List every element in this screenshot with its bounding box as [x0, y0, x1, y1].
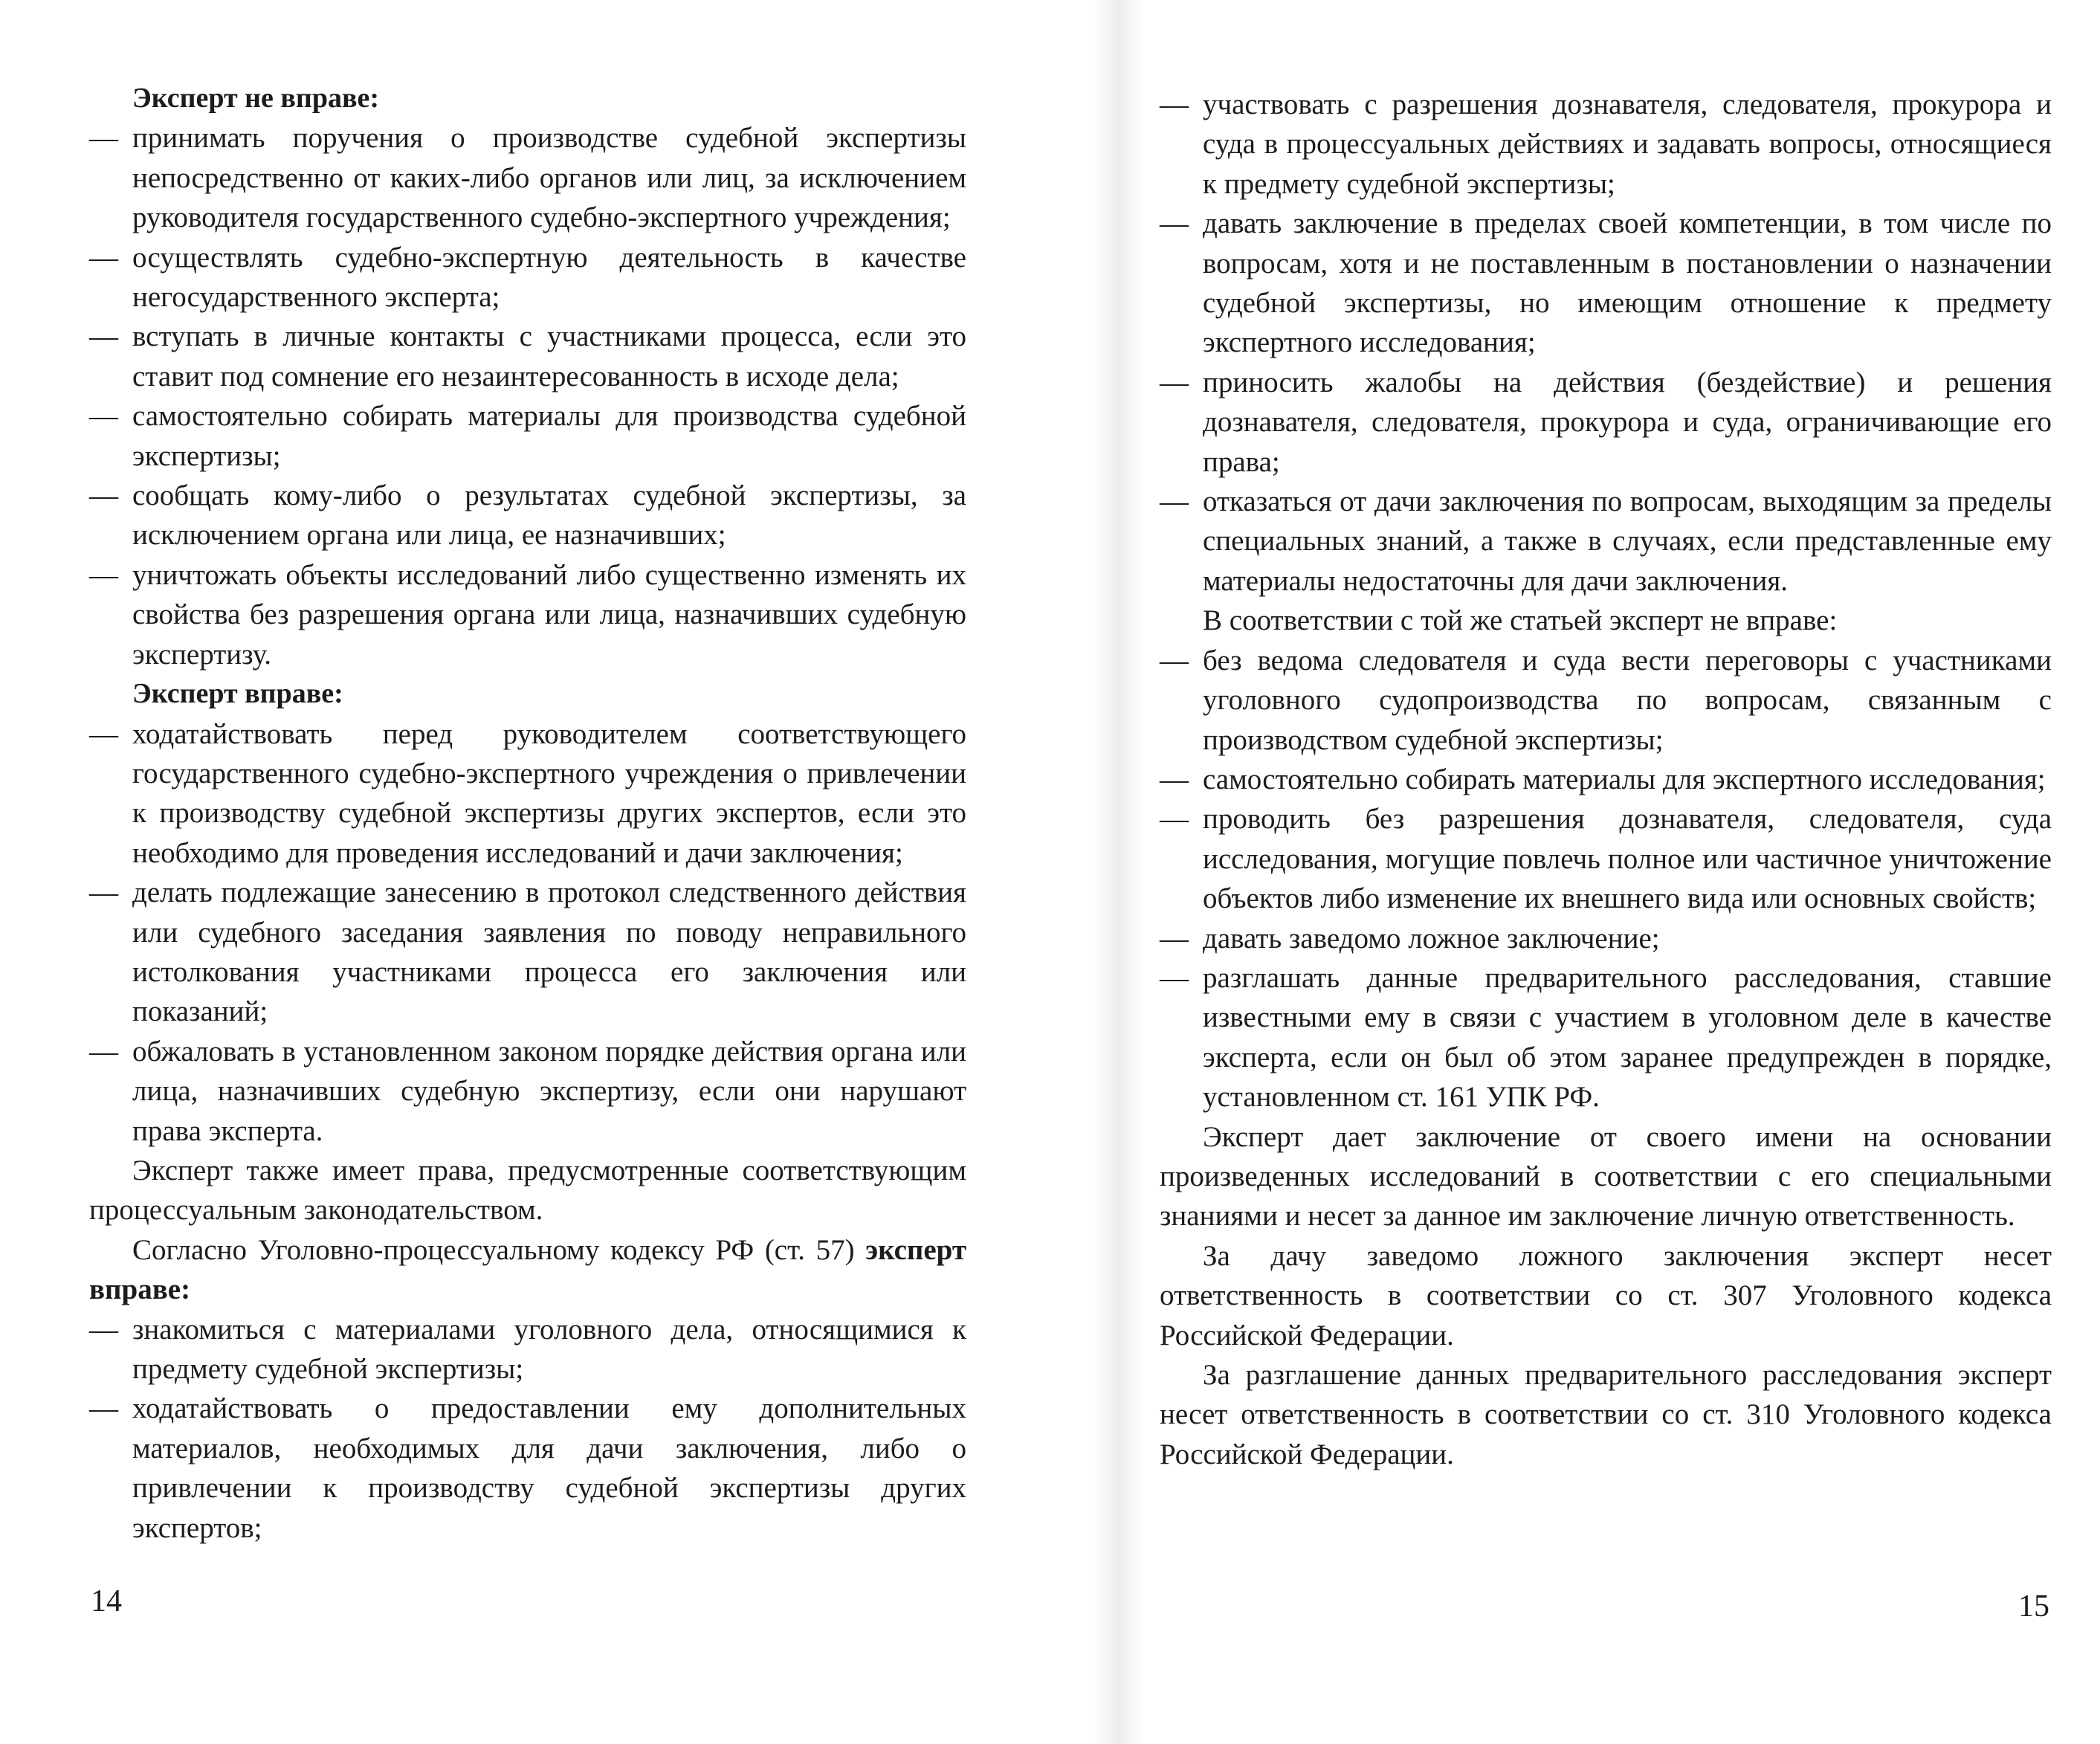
list-item: — давать заключение в пределах своей компетенции, в том числе по вопросам, хотя и не поставленным в постановлении о назначении судебной экспертизы, но имеющим отношение к предмету экспертного исследования;: [1160, 207, 2052, 359]
paragraph-false-conclusion: За дачу заведомо ложного заключения эксперт несет ответственность в соответствии со ст. 307 Уголовного кодекса Российской Федерации.: [1160, 1239, 2052, 1351]
list-item: — давать заведомо ложное заключение;: [1160, 922, 1660, 955]
list-item: — отказаться от дачи заключения по вопросам, выходящим за пределы специальных знаний, а также в случаях, если представленные ему материалы недостаточны для дачи заключения.: [1160, 485, 2052, 597]
paragraph-expert-rights: Эксперт также имеет права, предусмотренные соответствующим процессуальным законодательством.: [89, 1154, 966, 1227]
page-number: 15: [2018, 1589, 2049, 1624]
list-item: — делать подлежащие занесению в протокол следственного действия или судебного заседания заявления по поводу неправильного истолкования участниками процесса его заключения или показаний;: [89, 876, 966, 1028]
page-number: 14: [91, 1584, 122, 1618]
list-upk-prohibitions: [1160, 641, 2052, 1117]
list-item: — обжаловать в установленном законом порядке действия органа или лица, назначивших судебную экспертизу, если они нарушают права эксперта.: [89, 1035, 966, 1147]
list-item: — разглашать данные предварительного расследования, ставшие известными ему в связи с участием в уголовном деле в качестве эксперта, если он был об этом заранее предупрежден в порядке, установленном ст. 161 УПК РФ.: [1160, 961, 2052, 1114]
list-item: — сообщать кому-либо о результатах судебной экспертизы, за исключением органа или лица, ее назначивших;: [89, 479, 966, 552]
list-item: — приносить жалобы на действия (бездействие) и решения дознавателя, следователя, прокурора и суда, ограничивающие его права;: [1160, 366, 2052, 478]
heading-expert-not-entitled: Эксперт не вправе:: [132, 83, 379, 114]
list-expert-not-entitled: [89, 118, 966, 674]
paragraph-disclosure: За разглашение данных предварительного расследования эксперт несет ответственность в соответствии со ст. 310 Уголовного кодекса Российской Федерации.: [1160, 1359, 2052, 1470]
list-item: — знакомиться с материалами уголовного дела, относящимися к предмету судебной экспертизы;: [89, 1313, 966, 1385]
right-page-text: [1160, 85, 2052, 1474]
list-item: — осуществлять судебно-экспертную деятельность в качестве негосударственного эксперта;: [89, 241, 966, 314]
paragraph-criminal-code: Согласно Уголовно-процессуальному кодексу РФ (ст. 57) эксперт вправе:: [89, 1233, 966, 1306]
list-item: — самостоятельно собирать материалы для экспертного исследования;: [1160, 763, 2046, 795]
list-upk-rights-continued: [1160, 85, 2052, 601]
list-item: — без ведома следователя и суда вести переговоры с участниками уголовного судопроизводства по вопросам, связанным с производством судебной экспертизы;: [1160, 644, 2052, 756]
right-page: [1108, 0, 2100, 1744]
list-item: — участвовать с разрешения дознавателя, следователя, прокурора и суда в процессуальных действиях и задавать вопросы, относящиеся к предмету судебной экспертизы;: [1160, 88, 2052, 200]
list-expert-entitled: [89, 714, 966, 1151]
list-item: — ходатайствовать перед руководителем соответствующего государственного судебно-экспертного учреждения о привлечении к производству судебной экспертизы других экспертов, если это необходимо для проведения исследований и дачи заключения;: [89, 717, 966, 869]
list-item: — ходатайствовать о предоставлении ему дополнительных материалов, необходимых для дачи заключения, либо о привлечении к производству судебной экспертизы других экспертов;: [89, 1392, 966, 1544]
paragraph-expert-conclusion: Эксперт дает заключение от своего имени на основании произведенных исследований в соответствии с его специальными знаниями и несет за данное им заключение личную ответственность.: [1160, 1120, 2052, 1233]
paragraph-same-article: В соответствии с той же статьей эксперт не вправе:: [1203, 604, 1838, 637]
list-item: — вступать в личные контакты с участниками процесса, если это ставит под сомнение его незаинтересованность в исходе дела;: [89, 320, 966, 393]
list-item: — принимать поручения о производстве судебной экспертизы непосредственно от каких-либо органов или лиц, за исключением руководителя государственного судебно-экспертного учреждения;: [89, 122, 966, 234]
list-item: — проводить без разрешения дознавателя, следователя, суда исследования, могущие повлечь полное или частичное уничтожение объектов либо изменение их внешнего вида или основных свойств;: [1160, 803, 2052, 915]
heading-expert-entitled: Эксперт вправе:: [132, 678, 343, 710]
left-page-text: [89, 79, 966, 1548]
list-item: — уничтожать объекты исследований либо существенно изменять их свойства без разрешения органа или лица, назначивших судебную экспертизу.: [89, 558, 966, 671]
list-upk-rights: [89, 1310, 966, 1548]
list-item: — самостоятельно собирать материалы для производства судебной экспертизы;: [89, 400, 966, 472]
